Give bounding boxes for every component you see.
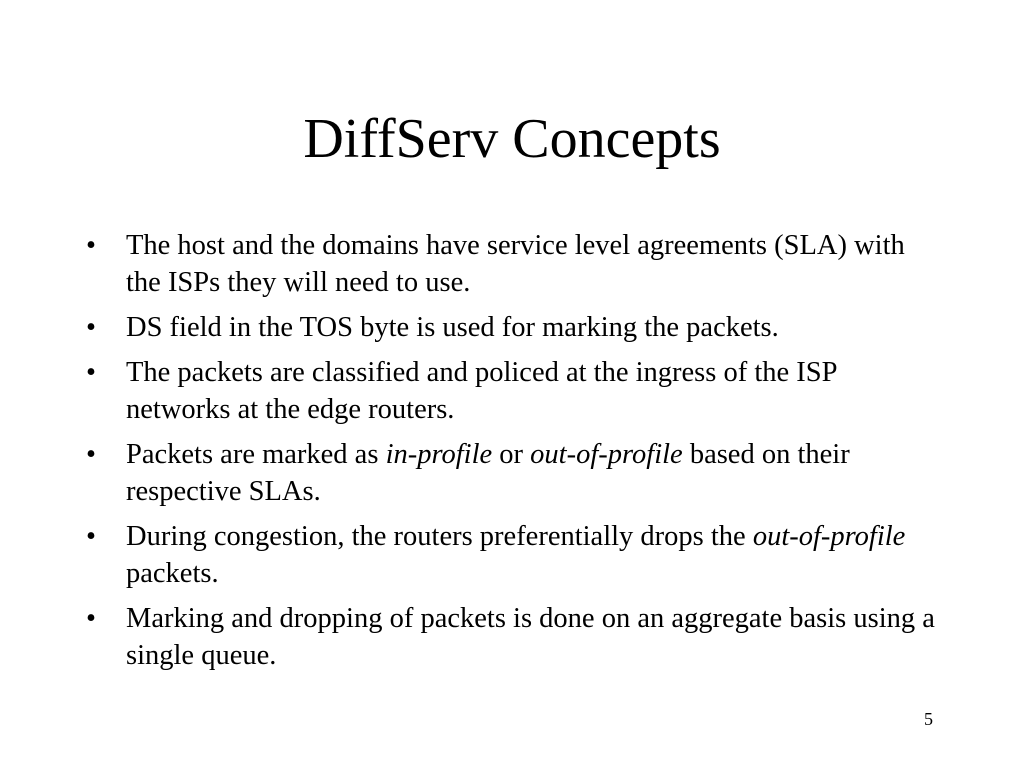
bullet-text — [126, 521, 905, 589]
bullet-text-segment: Packets are marked as — [126, 439, 386, 470]
slide-title: DiffServ Concepts — [303, 108, 721, 170]
bullet-text-segment: Marking and dropping of packets is done on an aggregate basis using a single queue. — [126, 603, 935, 671]
bullet-text — [126, 230, 905, 298]
bullet-text — [126, 603, 935, 671]
bullet-text-segment: based on their respective SLAs. — [126, 439, 850, 507]
bullet-list — [86, 227, 946, 682]
bullet-marker: • — [86, 521, 96, 552]
bullet-text-segment: The host and the domains have service level agreements (SLA) with the ISPs they will need to use. — [126, 230, 905, 298]
bullet-item — [86, 227, 946, 301]
bullet-text-segment: The packets are classified and policed at the ingress of the ISP networks at the edge routers. — [126, 357, 837, 425]
bullet-text-italic: in-profile — [385, 439, 493, 470]
bullet-item — [86, 354, 946, 428]
bullet-item — [86, 518, 946, 592]
bullet-text — [126, 312, 779, 343]
bullet-text-segment: DS field in the TOS byte is used for marking the packets. — [126, 312, 779, 343]
bullet-marker: • — [86, 312, 96, 343]
page-number: 5 — [924, 709, 933, 729]
bullet-text-segment: packets. — [126, 558, 219, 589]
bullet-text — [126, 439, 850, 507]
bullet-marker: • — [86, 439, 96, 470]
bullet-text-italic: out-of-profile — [530, 439, 683, 470]
bullet-item — [86, 309, 946, 346]
bullet-text-italic: out-of-profile — [752, 521, 906, 552]
bullet-item — [86, 600, 946, 674]
bullet-text-segment: or — [492, 439, 531, 470]
bullet-item — [86, 436, 946, 510]
bullet-marker: • — [86, 603, 96, 634]
bullet-marker: • — [86, 230, 96, 261]
bullet-marker: • — [86, 357, 96, 388]
bullet-text — [126, 357, 836, 425]
bullet-text-segment: During congestion, the routers preferentially drops the — [126, 521, 753, 552]
